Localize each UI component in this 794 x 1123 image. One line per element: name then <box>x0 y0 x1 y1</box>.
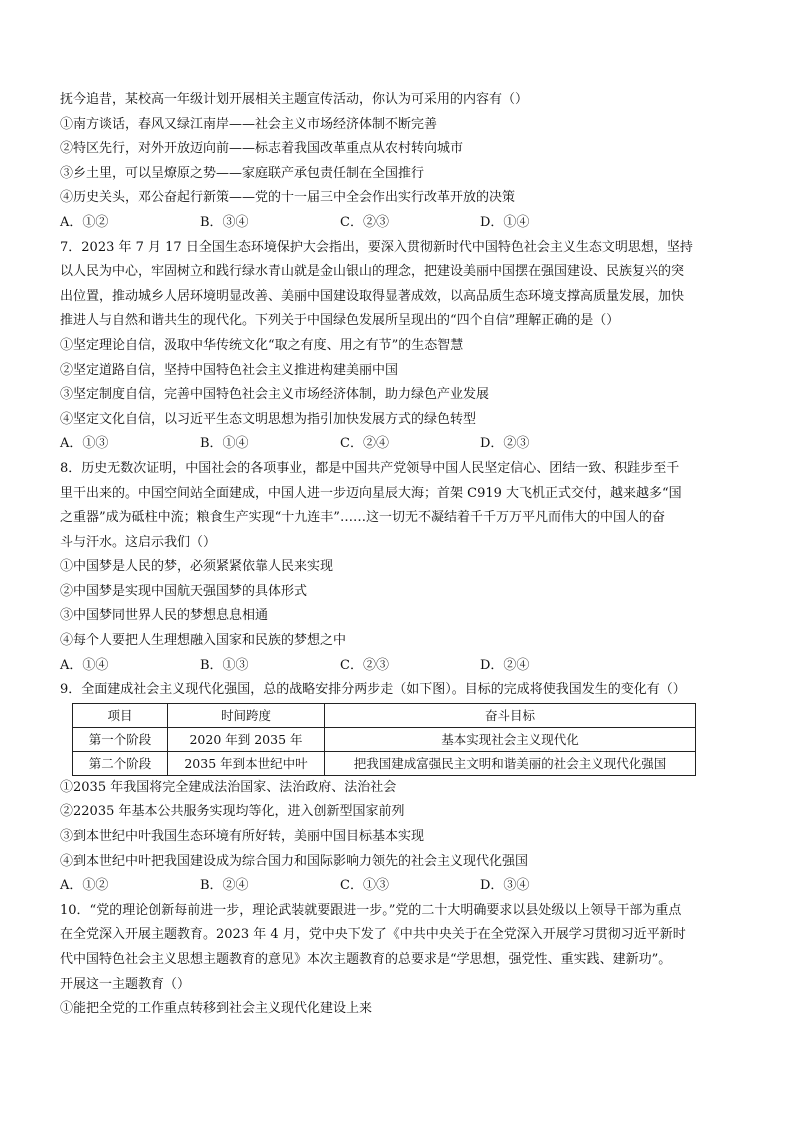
question-10 <box>60 899 740 1022</box>
table-header: 项目 <box>73 703 168 727</box>
question-stem-line: 之重器”成为砥柱中流；粮食生产实现“十九连丰”……这一切无不凝结着千千万万平凡而伟大的中国人的奋 <box>60 510 665 526</box>
table-cell: 2035 年到本世纪中叶 <box>168 751 325 775</box>
statement-2: ②特区先行，对外开放迈向前——标志着我国改革重点从农村转向城市 <box>60 141 464 157</box>
strategy-table <box>72 703 696 776</box>
question-stem-line: 推进人与自然和谐共生的现代化。下列关于中国绿色发展所呈现出的“四个自信”理解正确的是（） <box>60 313 620 329</box>
statement-1: ①坚定理论自信，汲取中华传统文化“取之有度、用之有节”的生态智慧 <box>60 337 464 353</box>
table-cell: 2020 年到 2035 年 <box>168 727 325 751</box>
option-b[interactable]: B．②④ <box>200 878 249 894</box>
question-9 <box>60 678 740 899</box>
exam-page <box>60 88 740 1022</box>
option-d[interactable]: D．①④ <box>480 214 530 230</box>
option-d[interactable]: D．②③ <box>480 436 530 452</box>
question-7 <box>60 236 740 457</box>
table-row <box>73 751 696 775</box>
statement-1: ①中国梦是人民的梦，必须紧紧依靠人民来实现 <box>60 559 334 575</box>
answer-options <box>60 211 740 236</box>
question-stem-line: 斗与汗水。这启示我们（） <box>60 534 217 550</box>
option-b[interactable]: B．①③ <box>200 657 249 673</box>
option-a[interactable]: A．①② <box>60 214 109 230</box>
question-stem-line: 以人民为中心，牢固树立和践行绿水青山就是金山银山的理念，把建设美丽中国摆在强国建设、民族复兴的突 <box>60 264 685 280</box>
statement-2: ②22035 年基本公共服务实现均等化，进入创新型国家前列 <box>60 804 405 820</box>
statement-4: ④历史关头，邓公奋起行新策——党的十一届三中全会作出实行改革开放的决策 <box>60 190 516 206</box>
option-a[interactable]: A．①② <box>60 878 109 894</box>
option-d[interactable]: D．②④ <box>480 657 530 673</box>
question-stem-line: 代中国特色社会主义思想主题教育的意见》本次主题教育的总要求是“学思想，强党性、重实践、建新功”。 <box>60 952 672 967</box>
statement-3: ③乡土里，可以呈燎原之势——家庭联产承包责任制在全国推行 <box>60 165 425 181</box>
option-c[interactable]: C．②③ <box>340 657 389 673</box>
statement-3: ③中国梦同世界人民的梦想息息相通 <box>60 608 269 624</box>
option-c[interactable]: C．②③ <box>340 214 389 230</box>
statement-1: ①能把全党的工作重点转移到社会主义现代化建设上来 <box>60 1001 373 1017</box>
statement-2: ②中国梦是实现中国航天强国梦的具体形式 <box>60 583 308 599</box>
question-stem-line: 开展这一主题教育（） <box>60 976 191 992</box>
question-stem-line: 8．历史无数次证明，中国社会的各项事业，都是中国共产党领导中国人民坚定信心、团结一致、积跬步至千 <box>60 460 680 476</box>
question-stem-line: 7．2023 年 7 月 17 日全国生态环境保护大会指出，要深入贯彻新时代中国特色社会主义生态文明思想，坚持 <box>60 239 693 255</box>
table-cell: 基本实现社会主义现代化 <box>325 727 696 751</box>
question-stem: 9．全面建成社会主义现代化强国，总的战略安排分两步走（如下图）。目标的完成将使我国发生的变化有（） <box>60 682 686 698</box>
question-stem-line: 出位置，推动城乡人居环境明显改善、美丽中国建设取得显著成效，以高品质生态环境支撑高质量发展，加快 <box>60 288 685 304</box>
table-header: 时间跨度 <box>168 703 325 727</box>
statement-3: ③到本世纪中叶我国生态环境有所好转，美丽中国目标基本实现 <box>60 829 425 845</box>
question-8 <box>60 457 740 678</box>
option-c[interactable]: C．①③ <box>340 878 389 894</box>
question-6 <box>60 88 740 236</box>
table-header: 奋斗目标 <box>325 703 696 727</box>
table-row <box>73 727 696 751</box>
statement-4: ④到本世纪中叶把我国建设成为综合国力和国际影响力领先的社会主义现代化强国 <box>60 853 529 869</box>
statement-1: ①2035 年我国将完全建成法治国家、法治政府、法治社会 <box>60 779 397 795</box>
question-stem: 抚今追昔，某校高一年级计划开展相关主题宣传活动，你认为可采用的内容有（） <box>60 92 529 107</box>
statement-2: ②坚定道路自信，坚持中国特色社会主义推进构建美丽中国 <box>60 362 399 378</box>
option-d[interactable]: D．③④ <box>480 878 530 894</box>
answer-options <box>60 654 740 679</box>
option-b[interactable]: B．①④ <box>200 436 249 452</box>
option-c[interactable]: C．②④ <box>340 436 389 452</box>
statement-4: ④坚定文化自信，以习近平生态文明思想为指引加快发展方式的绿色转型 <box>60 411 477 427</box>
question-stem-line: 里干出来的。中国空间站全面建成，中国人进一步迈向星辰大海；首架 C919 大飞机正式交付，越来越多“国 <box>60 485 682 501</box>
option-b[interactable]: B．③④ <box>200 214 249 230</box>
question-stem-line: 在全党深入开展主题教育。2023 年 4 月，党中央下发了《中共中央关于在全党深入开展学习贯彻习近平新时 <box>60 927 686 943</box>
table-cell: 把我国建成富强民主文明和谐美丽的社会主义现代化强国 <box>325 751 696 775</box>
option-a[interactable]: A．①④ <box>60 657 109 673</box>
answer-options <box>60 874 740 899</box>
answer-options <box>60 432 740 457</box>
statement-4: ④每个人要把人生理想融入国家和民族的梦想之中 <box>60 633 347 649</box>
table-cell: 第一个阶段 <box>73 727 168 751</box>
table-cell: 第二个阶段 <box>73 751 168 775</box>
table-header-row <box>73 703 696 727</box>
statement-3: ③坚定制度自信，完善中国特色社会主义市场经济体制，助力绿色产业发展 <box>60 387 490 403</box>
statement-1: ①南方谈话，春风又绿江南岸——社会主义市场经济体制不断完善 <box>60 116 438 132</box>
question-stem-line: 10．“党的理论创新每前进一步，理论武装就要跟进一步。”党的二十大明确要求以县处级以上领导干部为重点 <box>60 902 682 918</box>
option-a[interactable]: A．①③ <box>60 436 109 452</box>
